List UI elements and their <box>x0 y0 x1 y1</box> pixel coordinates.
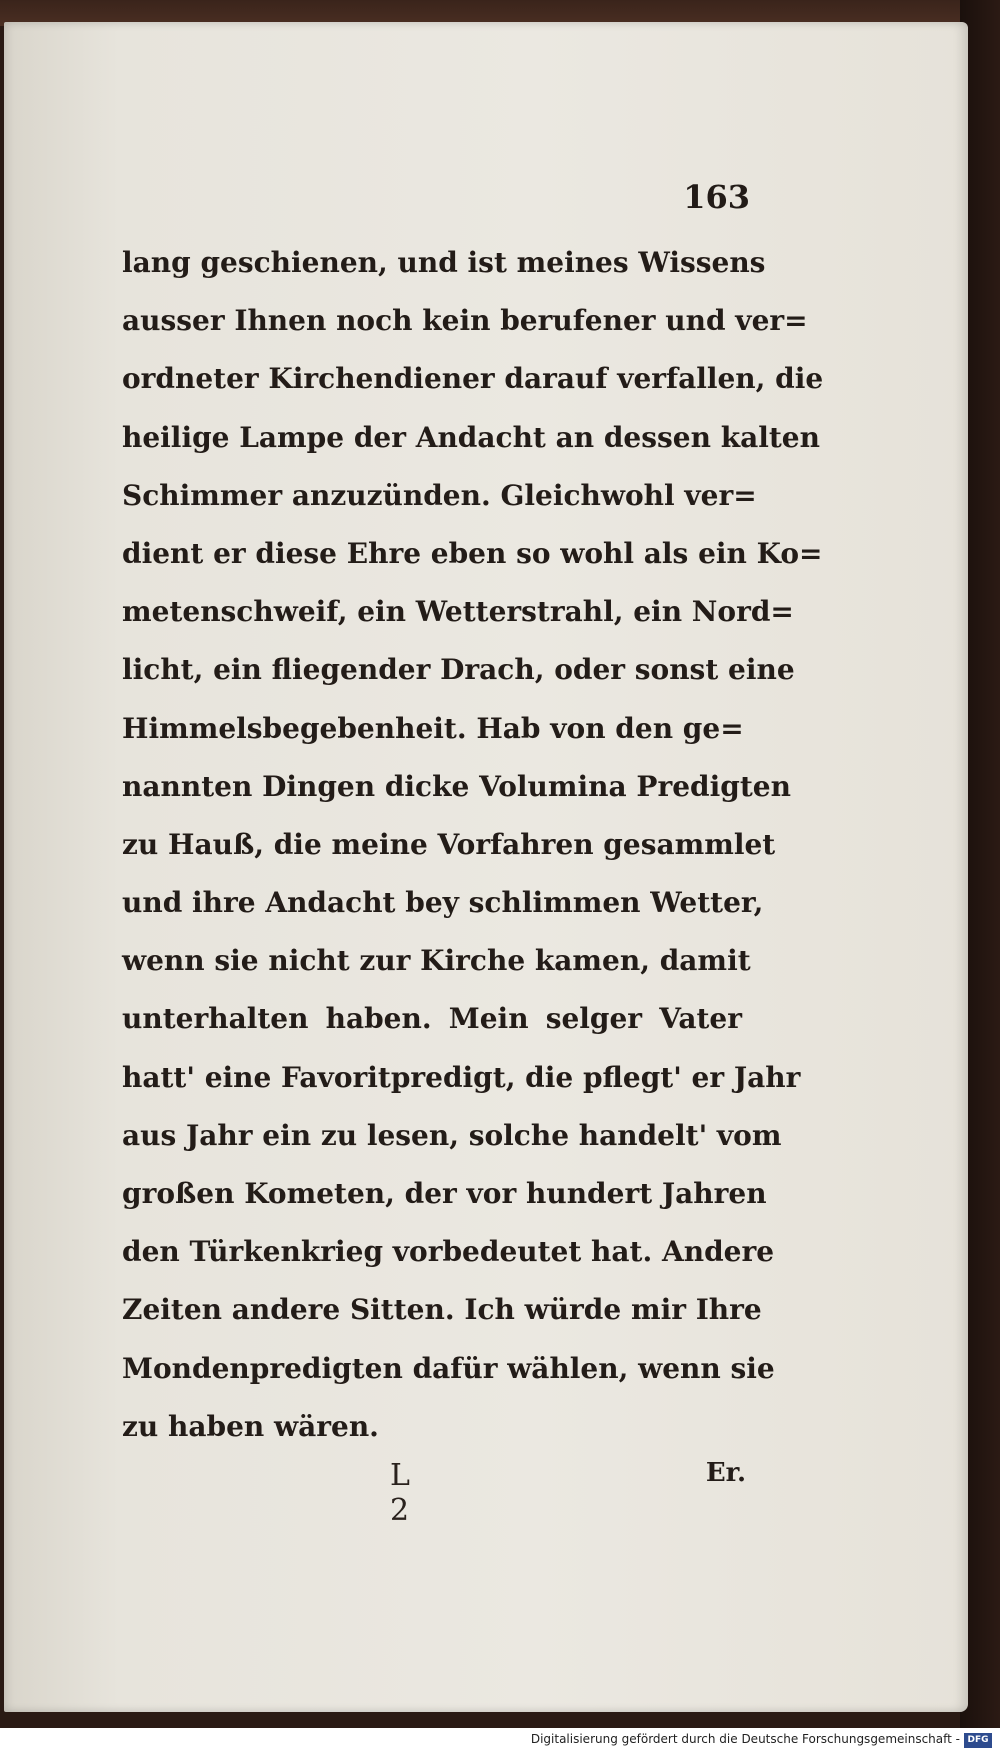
text-line: und ihre Andacht bey schlimmen Wetter, <box>122 886 764 920</box>
text-line: zu Hauß, die meine Vorfahren gesammlet <box>122 827 776 861</box>
body-text <box>122 234 824 1456</box>
text-line: Schimmer anzuzünden. Gleichwohl ver= <box>122 478 757 512</box>
text-line: Mondenpredigten dafür wählen, wenn sie <box>122 1351 775 1385</box>
text-line: unterhalten haben. Mein selger Vater <box>122 1002 742 1036</box>
text-line: aus Jahr ein zu lesen, solche handelt' vom <box>122 1118 782 1152</box>
text-line: Himmelsbegebenheit. Hab von den ge= <box>122 711 744 745</box>
footer-credit: Digitalisierung gefördert durch die Deutsche Forschungsgemeinschaft - <box>530 1732 960 1746</box>
text-line: lang geschienen, und ist meines Wissens <box>122 246 766 279</box>
catchword: Er. <box>705 1458 746 1488</box>
text-line: ordneter Kirchendiener darauf verfallen, die <box>122 362 824 396</box>
text-line: Zeiten andere Sitten. Ich würde mir Ihre <box>122 1293 762 1327</box>
dfg-logo-icon: DFG <box>964 1733 992 1748</box>
text-line: dient er diese Ehre eben so wohl als ein Ko= <box>122 536 823 570</box>
text-line: großen Kometen, der vor hundert Jahren <box>122 1177 767 1210</box>
text-line: den Türkenkrieg vorbedeutet hat. Andere <box>122 1235 775 1269</box>
text-line: wenn sie nicht zur Kirche kamen, damit <box>122 944 751 978</box>
text-line: metenschweif, ein Wetterstrahl, ein Nord= <box>122 595 794 629</box>
text-line: nannten Dingen dicke Volumina Predigten <box>122 769 791 803</box>
text-line: hatt' eine Favoritpredigt, die pflegt' er Jahr <box>122 1060 801 1094</box>
page-number: 163 <box>683 178 750 216</box>
text-line: ausser Ihnen noch kein berufener und ver= <box>122 304 808 338</box>
text-line: licht, ein fliegender Drach, oder sonst eine <box>122 653 795 687</box>
text-line: zu haben wären. <box>122 1409 379 1443</box>
signature-mark: L 2 <box>390 1458 420 1528</box>
text-line: heilige Lampe der Andacht an dessen kalten <box>122 420 820 454</box>
